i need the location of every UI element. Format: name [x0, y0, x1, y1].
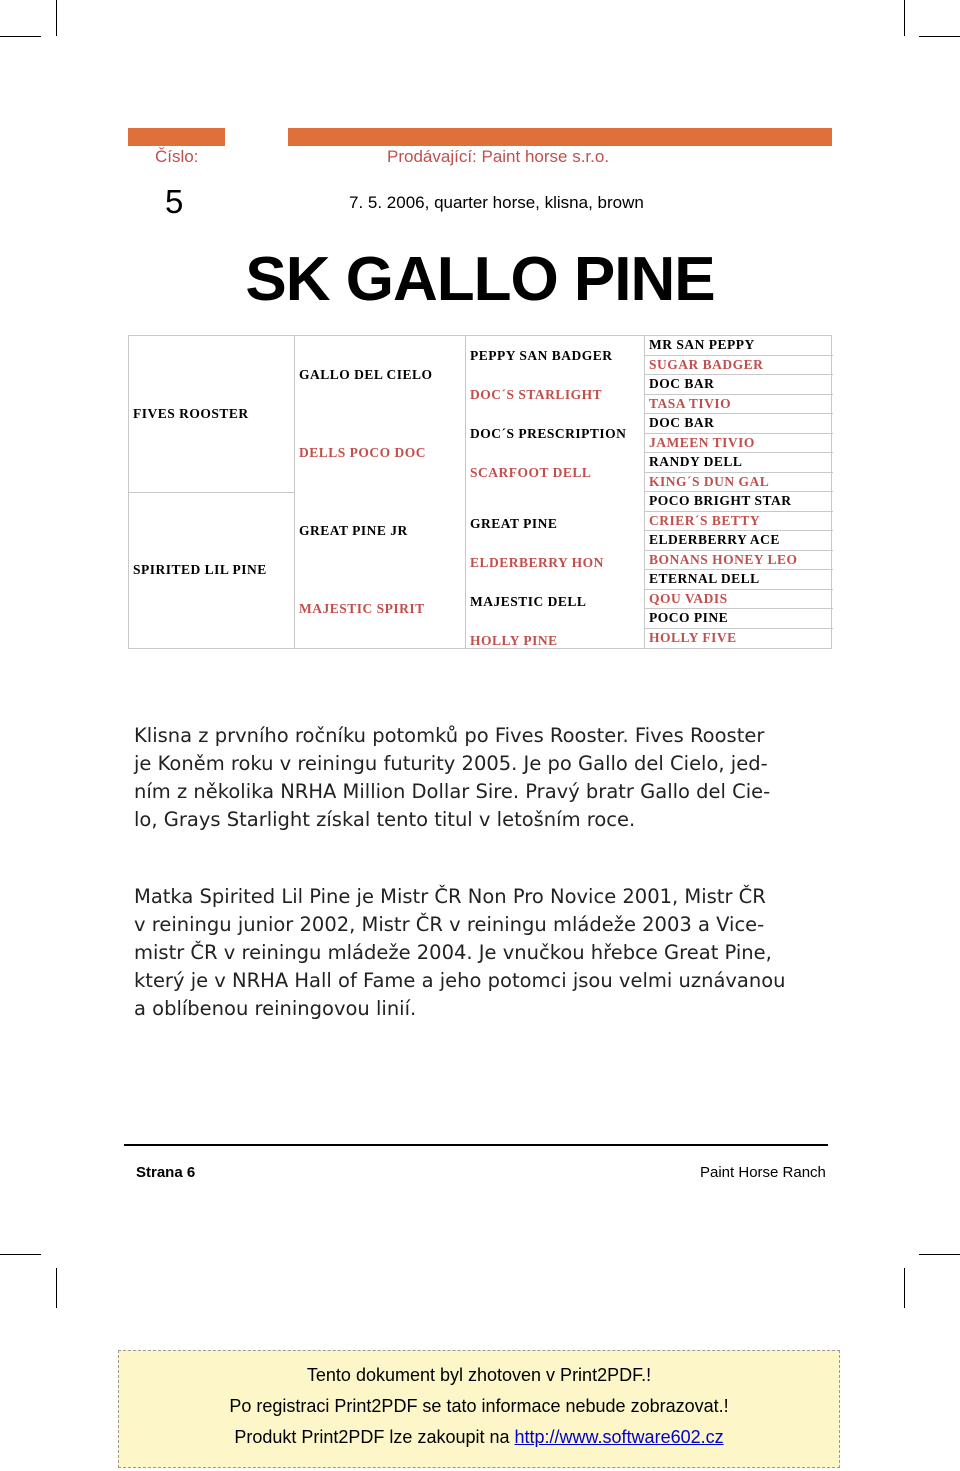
- header-accent-bar: [128, 128, 225, 146]
- pedigree-gen2: GREAT PINE JR: [299, 523, 408, 538]
- pedigree-gen4: TASA TIVIO: [649, 396, 732, 411]
- header-accent-bar: [288, 128, 832, 146]
- paragraph-line: který je v NRHA Hall of Fame a jeho potomci jsou velmi uznávanou: [134, 969, 786, 992]
- pedigree-gen3: HOLLY PINE: [470, 633, 558, 648]
- paragraph-line: Klisna z prvního ročníku potomků po Fives Rooster. Fives Rooster: [134, 724, 765, 747]
- pedigree-gen3: ELDERBERRY HON: [470, 555, 604, 570]
- crop-mark: [56, 0, 57, 36]
- seller: Prodávající: Paint horse s.r.o.: [387, 147, 610, 166]
- pedigree-gen3: GREAT PINE: [470, 516, 558, 531]
- pedigree-gen3: DOC´S STARLIGHT: [470, 387, 603, 402]
- number-label: Číslo:: [155, 147, 199, 166]
- paragraph-dam: [134, 883, 824, 1023]
- pedigree-gen4: DOC BAR: [649, 376, 715, 391]
- paragraph-line: a oblíbenou reiningovou linií.: [134, 997, 417, 1020]
- pedigree-gen4: ETERNAL DELL: [649, 571, 760, 586]
- paragraph-line: ním z několika NRHA Million Dollar Sire. Pravý bratr Gallo del Cie-: [134, 780, 771, 803]
- pedigree-gen4: QOU VADIS: [649, 591, 728, 606]
- pedigree-gen4: CRIER´S BETTY: [649, 513, 761, 528]
- page-number: Strana 6: [136, 1164, 196, 1181]
- pedigree-gen4: POCO BRIGHT STAR: [649, 493, 792, 508]
- notice-line: Po registraci Print2PDF se tato informace nebude zobrazovat.!: [229, 1396, 729, 1416]
- crop-mark: [919, 1254, 960, 1255]
- crop-mark: [919, 36, 960, 37]
- notice-text: Produkt Print2PDF lze zakoupit na: [234, 1427, 515, 1447]
- number-value: 5: [165, 183, 184, 220]
- pedigree-gen4: KING´S DUN GAL: [649, 474, 770, 489]
- paragraph-line: lo, Grays Starlight získal tento titul v letošním roce.: [134, 808, 636, 831]
- crop-mark: [904, 0, 905, 36]
- crop-mark: [0, 1254, 41, 1255]
- pedigree-gen3: MAJESTIC DELL: [470, 594, 587, 609]
- pedigree-dam: SPIRITED LIL PINE: [133, 562, 267, 577]
- pedigree-gen4: POCO PINE: [649, 610, 729, 625]
- pedigree-gen3: SCARFOOT DELL: [470, 465, 592, 480]
- pedigree-gen4: ELDERBERRY ACE: [649, 532, 780, 547]
- pedigree-gen4: MR SAN PEPPY: [649, 337, 755, 352]
- pedigree-gen4: HOLLY FIVE: [649, 630, 737, 645]
- crop-mark: [56, 1268, 57, 1308]
- pedigree-gen2: GALLO DEL CIELO: [299, 367, 433, 382]
- horse-info: 7. 5. 2006, quarter horse, klisna, brown: [349, 193, 644, 212]
- pedigree-gen4: SUGAR BADGER: [649, 357, 764, 372]
- pedigree-gen4: DOC BAR: [649, 415, 715, 430]
- pedigree-gen2: MAJESTIC SPIRIT: [299, 601, 425, 616]
- pedigree-sire: FIVES ROOSTER: [133, 406, 249, 421]
- crop-mark: [0, 36, 41, 37]
- pedigree-gen2: DELLS POCO DOC: [299, 445, 427, 460]
- print2pdf-notice: [118, 1350, 840, 1468]
- software602-link[interactable]: http://www.software602.cz: [514, 1427, 724, 1447]
- pedigree-gen3: DOC´S PRESCRIPTION: [470, 426, 627, 441]
- footer-rule: [124, 1144, 828, 1146]
- paragraph-line: v reiningu junior 2002, Mistr ČR v reiningu mládeže 2003 a Vice-: [134, 913, 765, 936]
- paragraph-line: je Koněm roku v reiningu futurity 2005. Je po Gallo del Cielo, jed-: [134, 752, 768, 775]
- paragraph-line: Matka Spirited Lil Pine je Mistr ČR Non Pro Novice 2001, Mistr ČR: [134, 885, 766, 908]
- paragraph-sire: [134, 722, 824, 834]
- pedigree-gen4: JAMEEN TIVIO: [649, 435, 755, 450]
- pedigree-gen3: PEPPY SAN BADGER: [470, 348, 613, 363]
- notice-line: [119, 1427, 839, 1448]
- pedigree-gen4: BONANS HONEY LEO: [649, 552, 798, 567]
- paragraph-line: mistr ČR v reiningu mládeže 2004. Je vnučkou hřebce Great Pine,: [134, 941, 772, 964]
- pedigree-gen4: RANDY DELL: [649, 454, 743, 469]
- notice-line: Tento dokument byl zhotoven v Print2PDF.!: [306, 1365, 652, 1385]
- pedigree-table: [128, 335, 832, 649]
- footer-ranch: Paint Horse Ranch: [700, 1164, 826, 1181]
- crop-mark: [904, 1268, 905, 1308]
- horse-name: SK GALLO PINE: [245, 245, 715, 314]
